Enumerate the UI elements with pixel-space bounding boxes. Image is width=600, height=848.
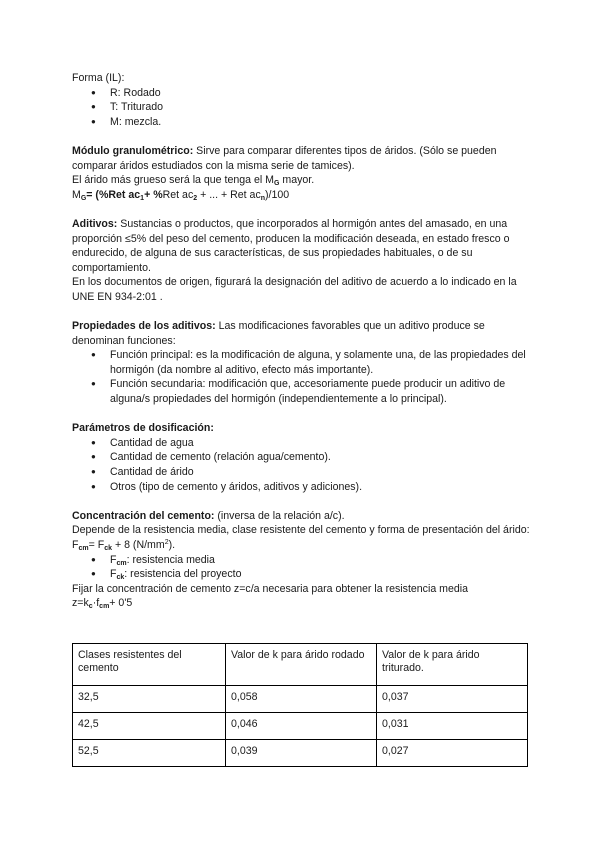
- table-row: [73, 686, 528, 713]
- document-body: [72, 71, 532, 611]
- aditivos-origen: En los documentos de origen, figurará la designación del aditivo de acuerdo a lo indicado en la UNE EN 934-2:01 .: [72, 276, 517, 303]
- table-header-cell: Clases resistentes del cemento: [73, 644, 226, 686]
- table-cell: 0,031: [377, 713, 528, 740]
- list-item: ● M: mezcla.: [90, 115, 532, 130]
- modulo-grueso: El árido más grueso será la que tenga el $M_G$ mayor.: [72, 174, 315, 188]
- list-item: ● Cantidad de agua: [90, 436, 532, 451]
- forma-list: [72, 86, 532, 130]
- list-item: ● $F_{cm}$: resistencia media: [90, 553, 532, 568]
- table-row: [73, 740, 528, 767]
- aditivos-paragraph: Aditivos: Sustancias o productos, que incorporados al hormigón antes del amasado, en una proporción ≤5% del peso del cemento, producen la modificación deseada, en estado fresco o endurecido, de alguna de sus características, de sus propiedades habituales, o de su comportamiento.: [72, 217, 510, 274]
- forma-title: Forma (IL):: [72, 72, 125, 84]
- list-item: ● Función principal: es la modificación de alguna, y solamente una, de las propiedades del hormigón (da nombre al aditivo, efecto más importante).: [90, 348, 532, 377]
- table-header-cell: Valor de k para árido triturado.: [377, 644, 528, 686]
- table-cell: 0,037: [377, 686, 528, 713]
- list-item: ● Cantidad de cemento (relación agua/cemento).: [90, 450, 532, 465]
- table-header-cell: Valor de k para árido rodado: [226, 644, 377, 686]
- list-item: ● T: Triturado: [90, 100, 532, 115]
- concentracion-depende: Depende de la resistencia media, clase resistente del cemento y forma de presentación del árido: $F_{cm}= F_{ck} + 8$ $(N/mm^2)$.: [72, 524, 530, 552]
- table-cell: 0,039: [226, 740, 377, 767]
- parametros-list: [72, 436, 532, 494]
- modulo-formula: $M_G= (\%Ret$ $ac_1+ \%Ret$ $ac_2$ + ... + Ret $ac_n)/100$: [72, 188, 290, 202]
- table-cell: 52,5: [73, 740, 226, 767]
- concentracion-list: [72, 553, 532, 582]
- concentracion-formula: $z=k_c\cdot f_{cm}+ 0'5$: [72, 597, 133, 611]
- concentracion-paragraph: Concentración del cemento: (inversa de la relación a/c).: [72, 509, 345, 522]
- concentracion-fijar: Fijar la concentración de cemento z=c/a necesaria para obtener la resistencia media: [72, 582, 469, 595]
- list-item: ● Función secundaria: modificación que, accesoriamente puede producir un aditivo de alguna/s propiedades del hormigón (independientemente a lo principal).: [90, 377, 532, 406]
- k-values-table: [72, 643, 528, 767]
- modulo-heading: Módulo granulométrico:: [72, 144, 194, 157]
- aditivos-heading: Aditivos:: [72, 217, 118, 230]
- parametros-heading: Parámetros de dosificación:: [72, 422, 214, 435]
- list-item: ● Cantidad de árido: [90, 465, 532, 480]
- propiedades-heading: Propiedades de los aditivos:: [72, 320, 216, 333]
- table-cell: 0,027: [377, 740, 528, 767]
- table-cell: 32,5: [73, 686, 226, 713]
- table-cell: 0,058: [226, 686, 377, 713]
- propiedades-paragraph: Propiedades de los aditivos: Las modificaciones favorables que un aditivo produce se denominan funciones:: [72, 320, 485, 347]
- concentracion-heading: Concentración del cemento:: [72, 509, 215, 522]
- table-cell: 0,046: [226, 713, 377, 740]
- modulo-paragraph: Módulo granulométrico: Sirve para comparar diferentes tipos de áridos. (Sólo se pueden comparar áridos estudiados con la misma serie de tamices).: [72, 144, 497, 172]
- list-item: ● Otros (tipo de cemento y áridos, aditivos y adiciones).: [90, 480, 532, 495]
- list-item: ● R: Rodado: [90, 86, 532, 101]
- table-row: [73, 713, 528, 740]
- list-item: ● $F_{ck}$: resistencia del proyecto: [90, 567, 532, 582]
- propiedades-list: [72, 348, 532, 406]
- table-header-row: [73, 644, 528, 686]
- table-cell: 42,5: [73, 713, 226, 740]
